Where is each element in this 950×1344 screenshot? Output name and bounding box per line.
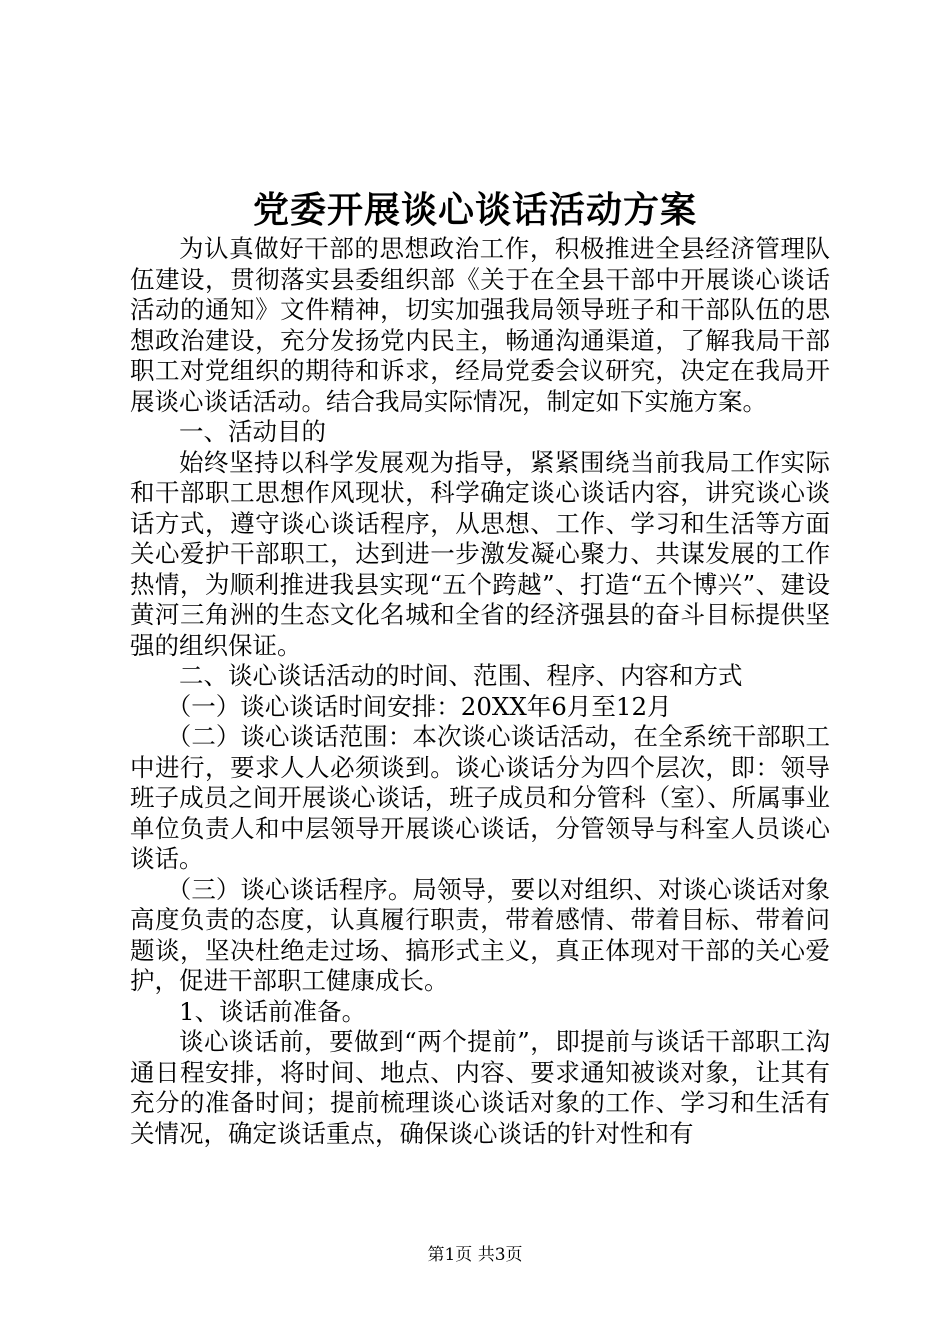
procedure-paragraph: （三）谈心谈话程序。局领导，要以对组织、对谈心谈话对象高度负责的态度，认真履行职责，带着感情、带着目标、带着问题谈，坚决杜绝走过场、搞形式主义，真正体现对干部的关心爱护，促进干部职工健康成长。 bbox=[130, 874, 830, 995]
document-title: 党委开展谈心谈话活动方案 bbox=[252, 189, 697, 231]
intro-paragraph: 为认真做好干部的思想政治工作，积极推进全县经济管理队伍建设，贯彻落实县委组织部《关于在全县干部中开展谈心谈话活动的通知》文件精神，切实加强我局领导班子和干部队伍的思想政治建设，充分发扬党内民主，畅通沟通渠道，了解我局干部职工对党组织的期待和诉求，经局党委会议研究，决定在我局开展谈心谈话活动。结合我局实际情况，制定如下实施方案。 bbox=[130, 234, 830, 416]
scope-paragraph: （二）谈心谈话范围：本次谈心谈话活动，在全系统干部职工中进行，要求人人必须谈到。谈心谈话分为四个层次，即：领导班子成员之间开展谈心谈话，班子成员和分管科（室）、所属事业单位负责人和中层领导开展谈心谈话，分管领导与科室人员谈心谈话。 bbox=[130, 722, 830, 873]
subheading-preparation: 1、谈话前准备。 bbox=[179, 996, 367, 1026]
document-body bbox=[130, 234, 830, 1149]
section-heading-purpose: 一、活动目的 bbox=[179, 417, 326, 446]
page-footer: 第1页 共3页 bbox=[427, 1245, 523, 1265]
purpose-paragraph: 始终坚持以科学发展观为指导，紧紧围绕当前我局工作实际和干部职工思想作风现状，科学确定谈心谈话内容，讲究谈心谈话方式，遵守谈心谈话程序，从思想、工作、学习和生活等方面关心爱护干部职工，达到进一步激发凝心聚力、共谋发展的工作热情，为顺利推进我县实现“五个跨越”、打造“五个博兴”、建设黄河三角洲的生态文化名城和全省的经济强县的奋斗目标提供坚强的组织保证。 bbox=[130, 447, 830, 660]
section-heading-arrangement: 二、谈心谈话活动的时间、范围、程序、内容和方式 bbox=[179, 661, 743, 690]
preparation-paragraph: 谈心谈话前，要做到“两个提前”，即提前与谈话干部职工沟通日程安排，将时间、地点、内容、要求通知被谈对象，让其有充分的准备时间；提前梳理谈心谈话对象的工作、学习和生活有关情况，确定谈话重点，确保谈心谈话的针对性和有 bbox=[130, 1027, 830, 1148]
time-arrangement-paragraph: （一）谈心谈话时间安排：20XX年6月至12月 bbox=[166, 691, 672, 721]
